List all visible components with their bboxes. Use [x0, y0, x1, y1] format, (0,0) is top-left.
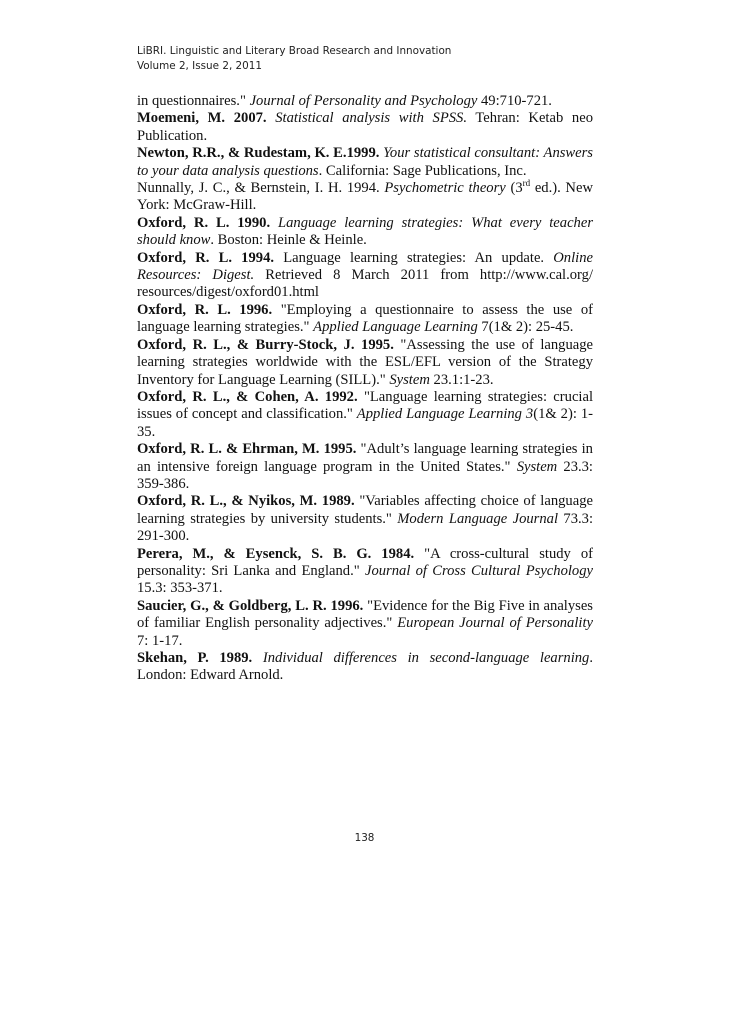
journal-title: LiBRI. Linguistic and Literary Broad Research and Innovation [137, 45, 452, 57]
reference-entry: in questionnaires." Journal of Personality and Psychology 49:710-721. [137, 93, 552, 109]
reference-entry: Oxford, R. L., & Nyikos, M. 1989. "Variables affecting choice of language learning strategies by university students." Modern Language Journal 73.3: 291-300. [137, 493, 593, 545]
page-number: 138 [354, 832, 375, 844]
reference-entry: Skehan, P. 1989. Individual differences in second-language learning. London: Edward Arnold. [137, 650, 594, 684]
reference-entry: Oxford, R. L., & Burry-Stock, J. 1995. "Assessing the use of language learning strategies worldwide with the ESL/EFL version of the Strategy Inventory for Language Learning (SILL)." System 23.1:1-23. [137, 336, 593, 388]
reference-entry: Perera, M., & Eysenck, S. B. G. 1984. "A cross-cultural study of personality: Sri Lanka and England." Journal of Cross Cultural Psychology 15.3: 353-371. [137, 545, 593, 597]
reference-entry: Oxford, R. L. 1996. "Employing a questionnaire to assess the use of language learning strategies." Applied Language Learning 7(1& 2): 25-45. [137, 301, 593, 336]
running-header [137, 44, 451, 74]
reference-entry: Newton, R.R., & Rudestam, K. E.1999. Your statistical consultant: Answers to your data analysis questions. California: Sage Publications, Inc. [137, 145, 593, 179]
reference-entry: Saucier, G., & Goldberg, L. R. 1996. "Evidence for the Big Five in analyses of familiar English personality adjectives." European Journal of Personality 7: 1-17. [137, 597, 593, 649]
reference-entry: Oxford, R. L. & Ehrman, M. 1995. "Adult’s language learning strategies in an intensive foreign language program in the United States." System 23.3: 359-386. [137, 441, 593, 492]
reference-list [137, 93, 593, 685]
reference-entry: Moemeni, M. 2007. Statistical analysis with SPSS. Tehran: Ketab neo Publication. [137, 110, 593, 144]
volume-issue: Volume 2, Issue 2, 2011 [137, 60, 262, 72]
reference-entry: Oxford, R. L. 1990. Language learning strategies: What every teacher should know. Boston: Heinle & Heinle. [137, 214, 593, 249]
reference-entry: Oxford, R. L. 1994. Language learning strategies: An update. Online Resources: Digest. Retrieved 8 March 2011 from http://www.cal.org/ resources/digest/oxford01.html [137, 249, 593, 301]
reference-entry: Nunnally, J. C., & Bernstein, I. H. 1994. Psychometric theory (3rd ed.). New York: McGraw-Hill. [137, 178, 593, 214]
reference-entry: Oxford, R. L., & Cohen, A. 1992. "Language learning strategies: crucial issues of concept and classification." Applied Language Learning 3(1& 2): 1-35. [137, 388, 594, 440]
